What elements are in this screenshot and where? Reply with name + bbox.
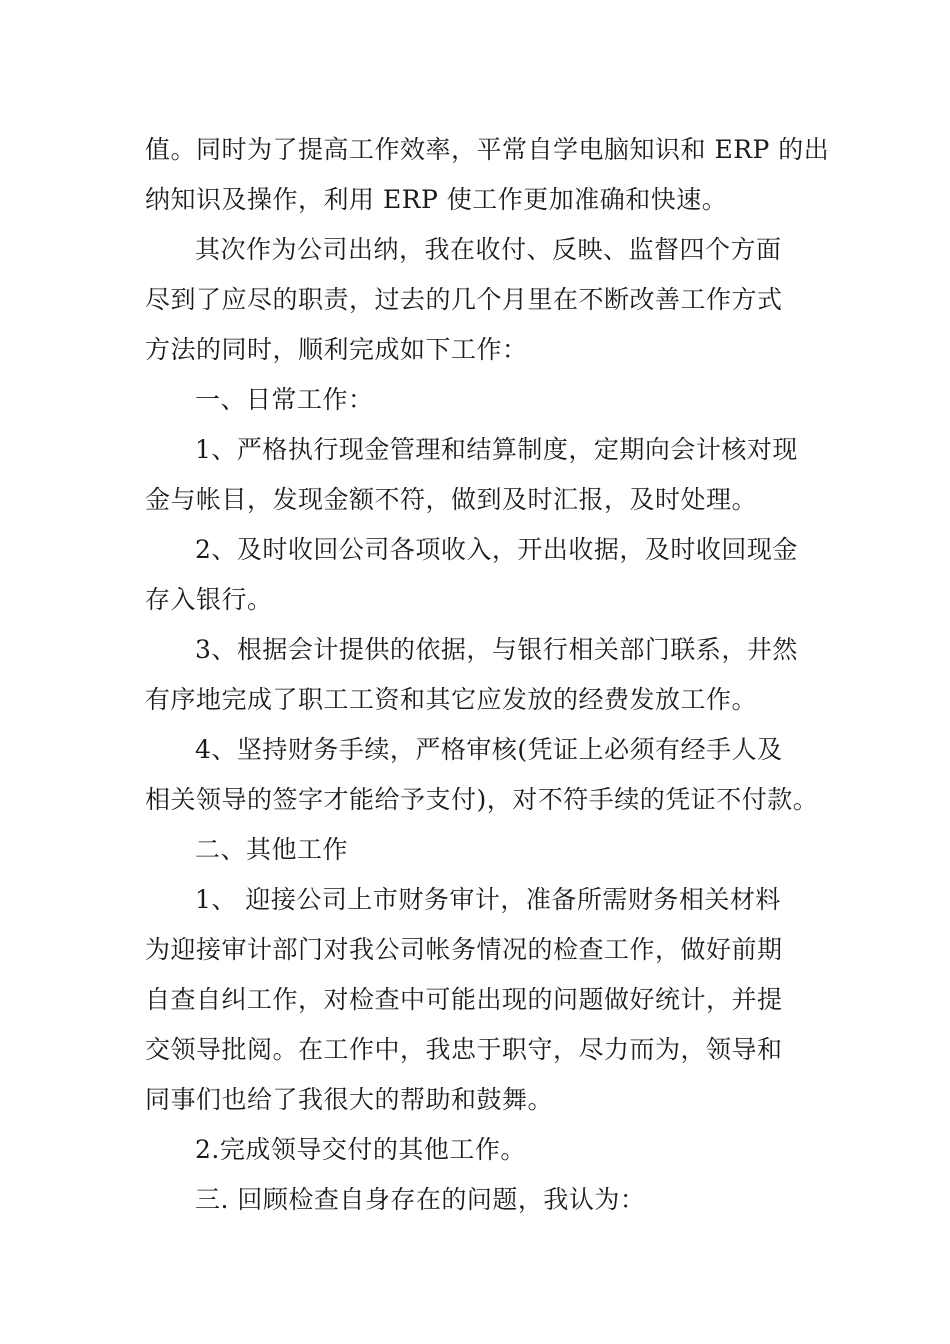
section-heading-other-work: 二、其他工作 xyxy=(195,835,349,864)
text-line: 值。同时为了提高工作效率，平常自学电脑知识和 ERP 的出 xyxy=(145,135,830,164)
text-line: 纳知识及操作，利用 ERP 使工作更加准确和快速。 xyxy=(145,185,728,214)
list-item-2-line: 2、及时收回公司各项收入，开出收据，及时收回现金 xyxy=(195,535,798,564)
list-item-4-line: 4、坚持财务手续，严格审核(凭证上必须有经手人及 xyxy=(195,735,783,764)
text-line: 金与帐目，发现金额不符，做到及时汇报，及时处理。 xyxy=(145,485,758,514)
text-line: 交领导批阅。在工作中，我忠于职守，尽力而为，领导和 xyxy=(145,1035,783,1064)
text-line: 方法的同时，顺利完成如下工作： xyxy=(145,335,528,364)
section-heading-daily-work: 一、日常工作： xyxy=(195,385,374,414)
text-line: 为迎接审计部门对我公司帐务情况的检查工作，做好前期 xyxy=(145,935,783,964)
paragraph-start-line: 其次作为公司出纳，我在收付、反映、监督四个方面 xyxy=(195,235,782,264)
text-line: 尽到了应尽的职责，过去的几个月里在不断改善工作方式 xyxy=(145,285,783,314)
list-item-3-line: 3、根据会计提供的依据，与银行相关部门联系，井然 xyxy=(195,635,798,664)
text-line: 同事们也给了我很大的帮助和鼓舞。 xyxy=(145,1085,554,1114)
list-item-1-line: 1、 迎接公司上市财务审计，准备所需财务相关材料 xyxy=(195,885,781,914)
text-line: 存入银行。 xyxy=(145,585,273,614)
list-item-2-line: 2.完成领导交付的其他工作。 xyxy=(195,1135,526,1164)
text-line: 相关领导的签字才能给予支付)，对不符手续的凭证不付款。 xyxy=(145,785,819,814)
text-line: 有序地完成了职工工资和其它应发放的经费发放工作。 xyxy=(145,685,758,714)
text-line: 自查自纠工作，对检查中可能出现的问题做好统计，并提 xyxy=(145,985,783,1014)
list-item-1-line: 1、严格执行现金管理和结算制度，定期向会计核对现 xyxy=(195,435,798,464)
section-heading-review: 三. 回顾检查自身存在的问题，我认为： xyxy=(195,1185,646,1214)
